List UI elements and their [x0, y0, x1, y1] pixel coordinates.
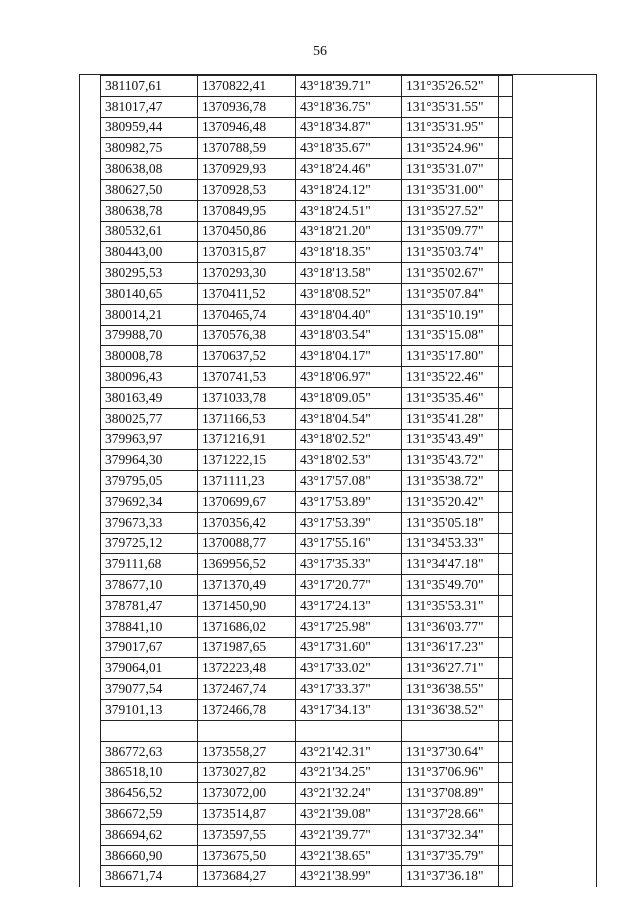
table-row: [101, 512, 513, 533]
longitude-cell: 131°35'26.52": [402, 76, 513, 97]
table-row: [101, 387, 513, 408]
latitude-cell: 43°18'39.71": [296, 76, 402, 97]
longitude-cell: 131°37'36.18": [402, 866, 513, 887]
table-row: [101, 138, 513, 159]
latitude-cell: 43°18'04.17": [296, 346, 402, 367]
x-coordinate-cell: 378677,10: [101, 575, 198, 596]
latitude-cell: 43°18'24.46": [296, 159, 402, 180]
longitude-cell: 131°35'05.18": [402, 512, 513, 533]
x-coordinate-cell: 380627,50: [101, 179, 198, 200]
table-row: [101, 491, 513, 512]
latitude-cell: 43°17'57.08": [296, 471, 402, 492]
y-coordinate-cell: 1370699,67: [198, 491, 296, 512]
longitude-cell: 131°35'27.52": [402, 200, 513, 221]
x-coordinate-cell: 380295,53: [101, 263, 198, 284]
latitude-cell: 43°18'06.97": [296, 367, 402, 388]
table-row: [101, 783, 513, 804]
longitude-cell: 131°36'03.77": [402, 616, 513, 637]
y-coordinate-cell: 1371987,65: [198, 637, 296, 658]
y-coordinate-cell: 1371370,49: [198, 575, 296, 596]
x-coordinate-cell: 379077,54: [101, 679, 198, 700]
y-coordinate-cell: 1370928,53: [198, 179, 296, 200]
longitude-cell: 131°37'30.64": [402, 741, 513, 762]
y-coordinate-cell: 1370465,74: [198, 304, 296, 325]
x-coordinate-cell: 378841,10: [101, 616, 198, 637]
y-coordinate-cell: 1370450,86: [198, 221, 296, 242]
y-coordinate-cell: 1370741,53: [198, 367, 296, 388]
left-empty-column: [80, 75, 101, 888]
latitude-cell: 43°17'25.98": [296, 616, 402, 637]
latitude-cell: 43°18'34.87": [296, 117, 402, 138]
longitude-cell: 131°35'15.08": [402, 325, 513, 346]
x-coordinate-cell: 380638,08: [101, 159, 198, 180]
table-row: [101, 616, 513, 637]
y-coordinate-cell: 1370788,59: [198, 138, 296, 159]
longitude-cell: 131°35'03.74": [402, 242, 513, 263]
y-coordinate-cell: 1370849,95: [198, 200, 296, 221]
y-coordinate-cell: 1371450,90: [198, 595, 296, 616]
x-coordinate-cell: 380096,43: [101, 367, 198, 388]
table-row: [101, 159, 513, 180]
y-coordinate-cell: 1370088,77: [198, 533, 296, 554]
longitude-cell: 131°37'08.89": [402, 783, 513, 804]
y-coordinate-cell: 1373514,87: [198, 804, 296, 825]
y-coordinate-cell: 1370315,87: [198, 242, 296, 263]
latitude-cell: 43°21'38.65": [296, 845, 402, 866]
longitude-cell: 131°34'53.33": [402, 533, 513, 554]
y-coordinate-cell: 1370411,52: [198, 283, 296, 304]
table-row: [101, 450, 513, 471]
longitude-cell: 131°35'43.72": [402, 450, 513, 471]
coordinates-grid: [100, 75, 513, 887]
y-coordinate-cell: 1372223,48: [198, 658, 296, 679]
x-coordinate-cell: 381107,61: [101, 76, 198, 97]
y-coordinate-cell: 1372467,74: [198, 679, 296, 700]
latitude-cell: 43°18'02.52": [296, 429, 402, 450]
latitude-cell: 43°18'08.52": [296, 283, 402, 304]
y-coordinate-cell: 1372466,78: [198, 699, 296, 720]
longitude-cell: 131°35'31.55": [402, 96, 513, 117]
empty-cell: [101, 720, 198, 741]
x-coordinate-cell: 379017,67: [101, 637, 198, 658]
y-coordinate-cell: 1373675,50: [198, 845, 296, 866]
longitude-cell: 131°35'38.72": [402, 471, 513, 492]
x-coordinate-cell: 381017,47: [101, 96, 198, 117]
longitude-cell: 131°35'31.95": [402, 117, 513, 138]
table-row: [101, 595, 513, 616]
x-coordinate-cell: 380008,78: [101, 346, 198, 367]
latitude-cell: 43°21'32.24": [296, 783, 402, 804]
x-coordinate-cell: 380532,61: [101, 221, 198, 242]
longitude-cell: 131°35'41.28": [402, 408, 513, 429]
longitude-cell: 131°35'07.84": [402, 283, 513, 304]
table-row: [101, 554, 513, 575]
table-row: [101, 845, 513, 866]
table-row: [101, 824, 513, 845]
table-row: [101, 346, 513, 367]
y-coordinate-cell: 1371222,15: [198, 450, 296, 471]
longitude-cell: 131°35'49.70": [402, 575, 513, 596]
y-coordinate-cell: 1370293,30: [198, 263, 296, 284]
table-row: [101, 76, 513, 97]
longitude-cell: 131°35'17.80": [402, 346, 513, 367]
x-coordinate-cell: 380163,49: [101, 387, 198, 408]
latitude-cell: 43°21'42.31": [296, 741, 402, 762]
x-coordinate-cell: 379692,34: [101, 491, 198, 512]
latitude-cell: 43°18'13.58": [296, 263, 402, 284]
table-row: [101, 699, 513, 720]
longitude-cell: 131°35'43.49": [402, 429, 513, 450]
x-coordinate-cell: 380443,00: [101, 242, 198, 263]
x-coordinate-cell: 386671,74: [101, 866, 198, 887]
longitude-cell: 131°37'32.34": [402, 824, 513, 845]
coordinates-table: [79, 74, 597, 887]
latitude-cell: 43°18'36.75": [296, 96, 402, 117]
y-coordinate-cell: 1373072,00: [198, 783, 296, 804]
y-coordinate-cell: 1371033,78: [198, 387, 296, 408]
latitude-cell: 43°18'35.67": [296, 138, 402, 159]
x-coordinate-cell: 380638,78: [101, 200, 198, 221]
x-coordinate-cell: 380025,77: [101, 408, 198, 429]
longitude-cell: 131°35'22.46": [402, 367, 513, 388]
longitude-cell: 131°35'35.46": [402, 387, 513, 408]
empty-cell: [296, 720, 402, 741]
x-coordinate-cell: 379101,13: [101, 699, 198, 720]
x-coordinate-cell: 380959,44: [101, 117, 198, 138]
longitude-cell: 131°36'27.71": [402, 658, 513, 679]
latitude-cell: 43°21'39.08": [296, 804, 402, 825]
table-row: [101, 408, 513, 429]
empty-cell: [402, 720, 513, 741]
latitude-cell: 43°21'39.77": [296, 824, 402, 845]
longitude-cell: 131°35'53.31": [402, 595, 513, 616]
table-row: [101, 866, 513, 887]
longitude-cell: 131°35'31.07": [402, 159, 513, 180]
longitude-cell: 131°35'24.96": [402, 138, 513, 159]
table-row: [101, 200, 513, 221]
y-coordinate-cell: 1373597,55: [198, 824, 296, 845]
longitude-cell: 131°36'38.55": [402, 679, 513, 700]
latitude-cell: 43°18'04.54": [296, 408, 402, 429]
longitude-cell: 131°36'38.52": [402, 699, 513, 720]
latitude-cell: 43°17'20.77": [296, 575, 402, 596]
x-coordinate-cell: 379725,12: [101, 533, 198, 554]
separator-row: [101, 720, 513, 741]
table-row: [101, 221, 513, 242]
page-number: 56: [313, 44, 327, 59]
y-coordinate-cell: 1370929,93: [198, 159, 296, 180]
table-row: [101, 242, 513, 263]
y-coordinate-cell: 1370637,52: [198, 346, 296, 367]
latitude-cell: 43°21'34.25": [296, 762, 402, 783]
longitude-cell: 131°36'17.23": [402, 637, 513, 658]
latitude-cell: 43°17'34.13": [296, 699, 402, 720]
latitude-cell: 43°18'24.51": [296, 200, 402, 221]
table-row: [101, 658, 513, 679]
table-row: [101, 679, 513, 700]
latitude-cell: 43°18'03.54": [296, 325, 402, 346]
longitude-cell: 131°37'28.66": [402, 804, 513, 825]
y-coordinate-cell: 1370576,38: [198, 325, 296, 346]
x-coordinate-cell: 379673,33: [101, 512, 198, 533]
table-row: [101, 471, 513, 492]
table-row: [101, 179, 513, 200]
latitude-cell: 43°18'04.40": [296, 304, 402, 325]
latitude-cell: 43°18'09.05": [296, 387, 402, 408]
y-coordinate-cell: 1371686,02: [198, 616, 296, 637]
y-coordinate-cell: 1370946,48: [198, 117, 296, 138]
table-row: [101, 367, 513, 388]
latitude-cell: 43°17'35.33": [296, 554, 402, 575]
table-row: [101, 804, 513, 825]
latitude-cell: 43°17'33.37": [296, 679, 402, 700]
x-coordinate-cell: 379963,97: [101, 429, 198, 450]
x-coordinate-cell: 380014,21: [101, 304, 198, 325]
latitude-cell: 43°21'38.99": [296, 866, 402, 887]
longitude-cell: 131°35'09.77": [402, 221, 513, 242]
longitude-cell: 131°37'06.96": [402, 762, 513, 783]
table-row: [101, 263, 513, 284]
table-row: [101, 637, 513, 658]
table-row: [101, 762, 513, 783]
table-row: [101, 283, 513, 304]
table-row: [101, 741, 513, 762]
table-row: [101, 575, 513, 596]
longitude-cell: 131°35'20.42": [402, 491, 513, 512]
latitude-cell: 43°18'18.35": [296, 242, 402, 263]
x-coordinate-cell: 386518,10: [101, 762, 198, 783]
y-coordinate-cell: 1371216,91: [198, 429, 296, 450]
y-coordinate-cell: 1373558,27: [198, 741, 296, 762]
latitude-cell: 43°18'21.20": [296, 221, 402, 242]
longitude-cell: 131°34'47.18": [402, 554, 513, 575]
longitude-cell: 131°37'35.79": [402, 845, 513, 866]
y-coordinate-cell: 1373027,82: [198, 762, 296, 783]
y-coordinate-cell: 1371111,23: [198, 471, 296, 492]
latitude-cell: 43°17'33.02": [296, 658, 402, 679]
coordinates-column-block: [100, 75, 499, 888]
latitude-cell: 43°18'24.12": [296, 179, 402, 200]
empty-cell: [198, 720, 296, 741]
table-row: [101, 429, 513, 450]
longitude-cell: 131°35'31.00": [402, 179, 513, 200]
x-coordinate-cell: 386456,52: [101, 783, 198, 804]
x-coordinate-cell: 379795,05: [101, 471, 198, 492]
x-coordinate-cell: 379111,68: [101, 554, 198, 575]
x-coordinate-cell: 378781,47: [101, 595, 198, 616]
x-coordinate-cell: 386694,62: [101, 824, 198, 845]
y-coordinate-cell: 1373684,27: [198, 866, 296, 887]
table-row: [101, 533, 513, 554]
y-coordinate-cell: 1370822,41: [198, 76, 296, 97]
x-coordinate-cell: 379064,01: [101, 658, 198, 679]
table-row: [101, 325, 513, 346]
latitude-cell: 43°17'24.13": [296, 595, 402, 616]
right-empty-column: [499, 75, 597, 888]
table-row: [101, 96, 513, 117]
y-coordinate-cell: 1370936,78: [198, 96, 296, 117]
table-row: [101, 117, 513, 138]
y-coordinate-cell: 1369956,52: [198, 554, 296, 575]
x-coordinate-cell: 386672,59: [101, 804, 198, 825]
y-coordinate-cell: 1370356,42: [198, 512, 296, 533]
longitude-cell: 131°35'10.19": [402, 304, 513, 325]
x-coordinate-cell: 386660,90: [101, 845, 198, 866]
y-coordinate-cell: 1371166,53: [198, 408, 296, 429]
x-coordinate-cell: 386772,63: [101, 741, 198, 762]
longitude-cell: 131°35'02.67": [402, 263, 513, 284]
x-coordinate-cell: 380140,65: [101, 283, 198, 304]
x-coordinate-cell: 379988,70: [101, 325, 198, 346]
latitude-cell: 43°17'53.89": [296, 491, 402, 512]
latitude-cell: 43°17'53.39": [296, 512, 402, 533]
latitude-cell: 43°17'31.60": [296, 637, 402, 658]
x-coordinate-cell: 380982,75: [101, 138, 198, 159]
latitude-cell: 43°17'55.16": [296, 533, 402, 554]
table-row: [101, 304, 513, 325]
latitude-cell: 43°18'02.53": [296, 450, 402, 471]
x-coordinate-cell: 379964,30: [101, 450, 198, 471]
